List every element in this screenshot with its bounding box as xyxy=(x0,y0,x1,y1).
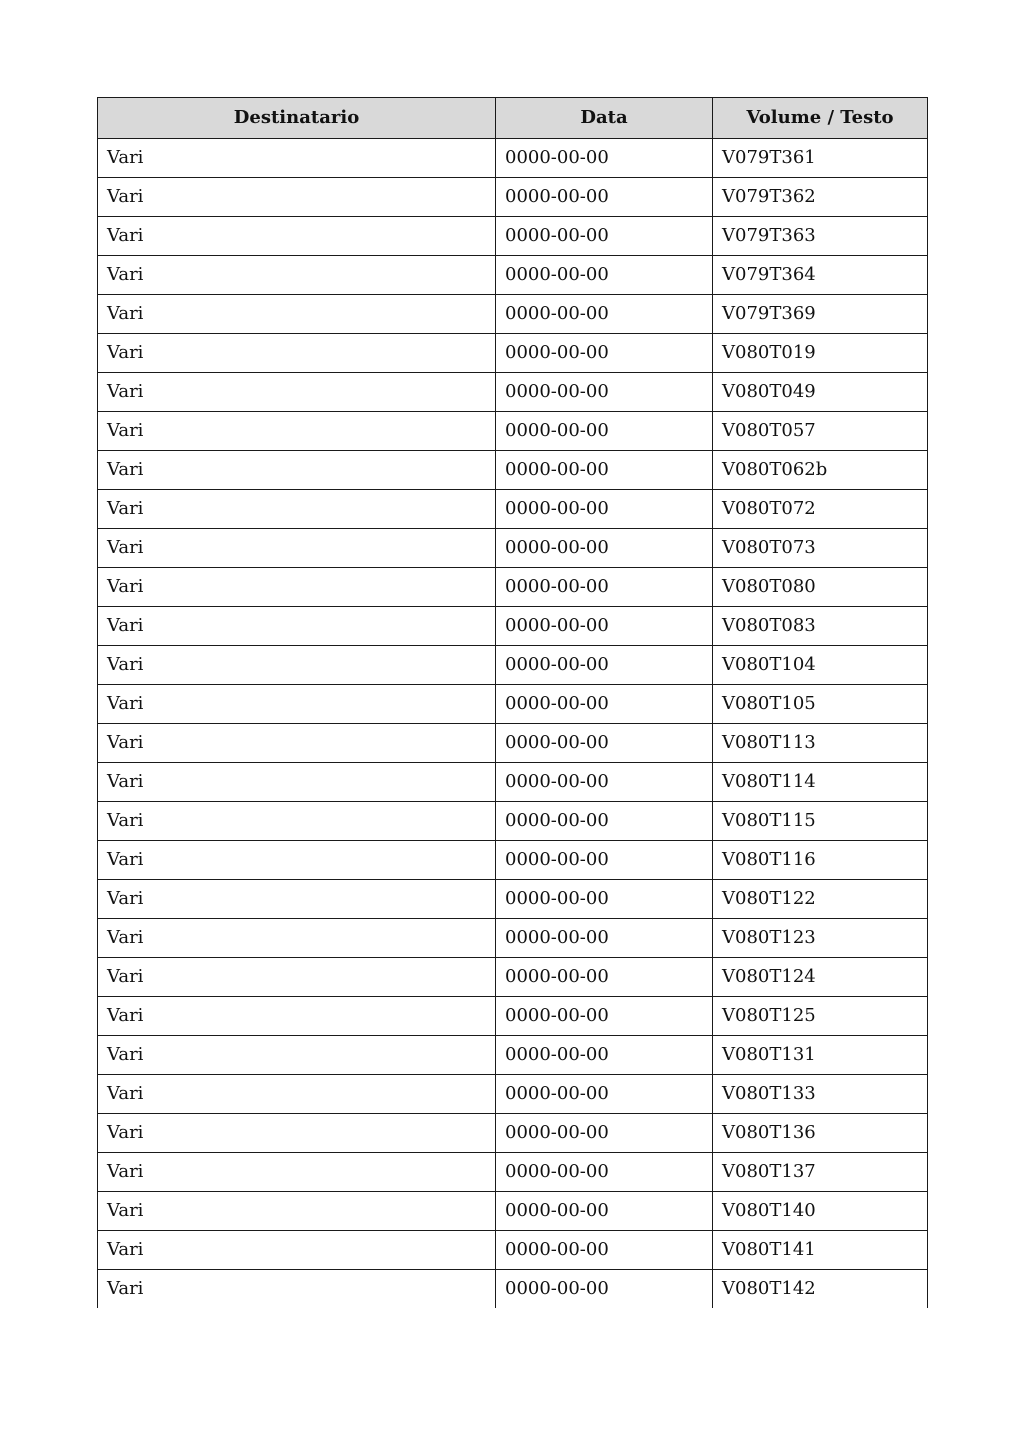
cell-data: 0000-00-00 xyxy=(496,1114,713,1153)
cell-destinatario: Vari xyxy=(98,1270,496,1309)
cell-volume-testo: V080T049 xyxy=(713,373,928,412)
cell-destinatario: Vari xyxy=(98,685,496,724)
cell-data: 0000-00-00 xyxy=(496,1075,713,1114)
cell-destinatario: Vari xyxy=(98,568,496,607)
table-row xyxy=(98,529,928,568)
cell-destinatario: Vari xyxy=(98,1192,496,1231)
cell-destinatario: Vari xyxy=(98,139,496,178)
cell-volume-testo: V080T124 xyxy=(713,958,928,997)
header-data: Data xyxy=(496,98,713,139)
table-row xyxy=(98,607,928,646)
table-row xyxy=(98,451,928,490)
cell-destinatario: Vari xyxy=(98,763,496,802)
cell-destinatario: Vari xyxy=(98,451,496,490)
cell-destinatario: Vari xyxy=(98,178,496,217)
cell-destinatario: Vari xyxy=(98,490,496,529)
table-row xyxy=(98,295,928,334)
table-row xyxy=(98,1036,928,1075)
cell-data: 0000-00-00 xyxy=(496,958,713,997)
header-volume-testo: Volume / Testo xyxy=(713,98,928,139)
cell-volume-testo: V080T104 xyxy=(713,646,928,685)
cell-volume-testo: V080T057 xyxy=(713,412,928,451)
table-row xyxy=(98,373,928,412)
cell-data: 0000-00-00 xyxy=(496,451,713,490)
cell-volume-testo: V080T113 xyxy=(713,724,928,763)
cell-volume-testo: V079T361 xyxy=(713,139,928,178)
cell-data: 0000-00-00 xyxy=(496,373,713,412)
table-row xyxy=(98,763,928,802)
cell-volume-testo: V080T140 xyxy=(713,1192,928,1231)
cell-volume-testo: V080T083 xyxy=(713,607,928,646)
cell-volume-testo: V080T133 xyxy=(713,1075,928,1114)
cell-volume-testo: V079T362 xyxy=(713,178,928,217)
table-row xyxy=(98,919,928,958)
table-row xyxy=(98,217,928,256)
cell-data: 0000-00-00 xyxy=(496,1153,713,1192)
cell-volume-testo: V080T136 xyxy=(713,1114,928,1153)
cell-data: 0000-00-00 xyxy=(496,529,713,568)
cell-destinatario: Vari xyxy=(98,997,496,1036)
cell-data: 0000-00-00 xyxy=(496,880,713,919)
table-row xyxy=(98,256,928,295)
cell-destinatario: Vari xyxy=(98,295,496,334)
table-row xyxy=(98,1075,928,1114)
cell-volume-testo: V080T123 xyxy=(713,919,928,958)
records-table xyxy=(97,97,928,1308)
cell-data: 0000-00-00 xyxy=(496,724,713,763)
cell-data: 0000-00-00 xyxy=(496,802,713,841)
cell-destinatario: Vari xyxy=(98,334,496,373)
cell-destinatario: Vari xyxy=(98,841,496,880)
table-row xyxy=(98,1231,928,1270)
cell-data: 0000-00-00 xyxy=(496,1231,713,1270)
cell-data: 0000-00-00 xyxy=(496,295,713,334)
cell-destinatario: Vari xyxy=(98,1075,496,1114)
cell-volume-testo: V079T369 xyxy=(713,295,928,334)
cell-destinatario: Vari xyxy=(98,529,496,568)
table-row xyxy=(98,178,928,217)
cell-volume-testo: V080T080 xyxy=(713,568,928,607)
table-row xyxy=(98,880,928,919)
cell-volume-testo: V080T137 xyxy=(713,1153,928,1192)
cell-volume-testo: V080T073 xyxy=(713,529,928,568)
cell-data: 0000-00-00 xyxy=(496,568,713,607)
cell-volume-testo: V080T116 xyxy=(713,841,928,880)
cell-data: 0000-00-00 xyxy=(496,256,713,295)
cell-volume-testo: V079T363 xyxy=(713,217,928,256)
cell-data: 0000-00-00 xyxy=(496,490,713,529)
cell-data: 0000-00-00 xyxy=(496,763,713,802)
table-row xyxy=(98,802,928,841)
cell-volume-testo: V080T122 xyxy=(713,880,928,919)
table-row xyxy=(98,1153,928,1192)
cell-destinatario: Vari xyxy=(98,919,496,958)
table-row xyxy=(98,490,928,529)
table-row xyxy=(98,646,928,685)
cell-volume-testo: V080T142 xyxy=(713,1270,928,1309)
cell-volume-testo: V080T125 xyxy=(713,997,928,1036)
cell-volume-testo: V080T114 xyxy=(713,763,928,802)
table-row xyxy=(98,1270,928,1309)
header-row xyxy=(98,98,928,139)
table-row xyxy=(98,334,928,373)
table-row xyxy=(98,568,928,607)
cell-data: 0000-00-00 xyxy=(496,334,713,373)
cell-data: 0000-00-00 xyxy=(496,841,713,880)
cell-destinatario: Vari xyxy=(98,1153,496,1192)
cell-volume-testo: V079T364 xyxy=(713,256,928,295)
cell-volume-testo: V080T062b xyxy=(713,451,928,490)
table-row xyxy=(98,841,928,880)
table-row xyxy=(98,685,928,724)
cell-data: 0000-00-00 xyxy=(496,1036,713,1075)
table-row xyxy=(98,724,928,763)
cell-data: 0000-00-00 xyxy=(496,997,713,1036)
cell-data: 0000-00-00 xyxy=(496,178,713,217)
table-row xyxy=(98,1192,928,1231)
cell-destinatario: Vari xyxy=(98,724,496,763)
cell-data: 0000-00-00 xyxy=(496,646,713,685)
table-row xyxy=(98,997,928,1036)
cell-data: 0000-00-00 xyxy=(496,412,713,451)
table-row xyxy=(98,412,928,451)
cell-destinatario: Vari xyxy=(98,802,496,841)
cell-data: 0000-00-00 xyxy=(496,607,713,646)
cell-data: 0000-00-00 xyxy=(496,217,713,256)
table-row xyxy=(98,139,928,178)
cell-volume-testo: V080T019 xyxy=(713,334,928,373)
table-body xyxy=(98,139,928,1309)
cell-destinatario: Vari xyxy=(98,373,496,412)
cell-volume-testo: V080T141 xyxy=(713,1231,928,1270)
table-row xyxy=(98,1114,928,1153)
cell-volume-testo: V080T105 xyxy=(713,685,928,724)
cell-data: 0000-00-00 xyxy=(496,139,713,178)
cell-volume-testo: V080T115 xyxy=(713,802,928,841)
cell-destinatario: Vari xyxy=(98,412,496,451)
cell-destinatario: Vari xyxy=(98,880,496,919)
cell-volume-testo: V080T072 xyxy=(713,490,928,529)
cell-destinatario: Vari xyxy=(98,1114,496,1153)
header-destinatario: Destinatario xyxy=(98,98,496,139)
table-row xyxy=(98,958,928,997)
cell-data: 0000-00-00 xyxy=(496,685,713,724)
cell-data: 0000-00-00 xyxy=(496,919,713,958)
cell-destinatario: Vari xyxy=(98,1231,496,1270)
cell-destinatario: Vari xyxy=(98,256,496,295)
cell-data: 0000-00-00 xyxy=(496,1192,713,1231)
cell-destinatario: Vari xyxy=(98,607,496,646)
cell-destinatario: Vari xyxy=(98,646,496,685)
cell-volume-testo: V080T131 xyxy=(713,1036,928,1075)
cell-destinatario: Vari xyxy=(98,1036,496,1075)
cell-destinatario: Vari xyxy=(98,217,496,256)
cell-destinatario: Vari xyxy=(98,958,496,997)
table-header xyxy=(98,98,928,139)
cell-data: 0000-00-00 xyxy=(496,1270,713,1309)
